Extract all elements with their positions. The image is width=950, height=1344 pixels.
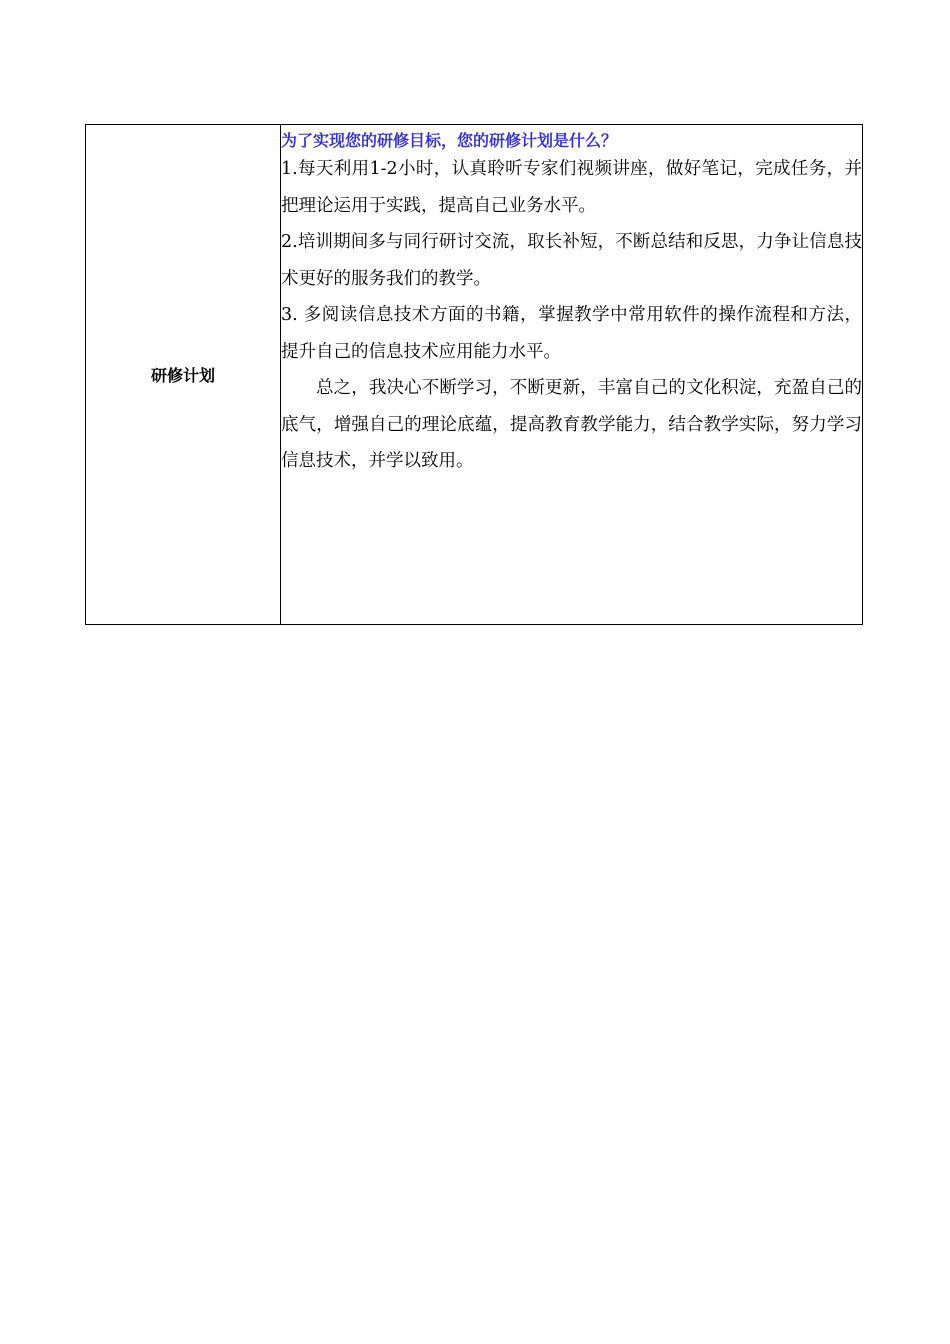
plan-table	[85, 124, 863, 625]
plan-item-3: 3. 多阅读信息技术方面的书籍，掌握教学中常用软件的操作流程和方法，提升自己的信息技术应用能力水平。	[281, 305, 862, 362]
plan-row	[86, 125, 863, 625]
plan-content	[281, 151, 862, 480]
plan-item-1: 1.每天利用1-2小时，认真聆听专家们视频讲座，做好笔记，完成任务，并把理论运用于实践，提高自己业务水平。	[281, 159, 862, 216]
plan-summary: 总之，我决心不断学习，不断更新，丰富自己的文化积淀，充盈自己的底气，增强自己的理论底蕴，提高教育教学能力，结合教学实际，努力学习信息技术，并学以致用。	[281, 378, 862, 471]
plan-question: 为了实现您的研修目标，您的研修计划是什么？	[281, 131, 618, 150]
plan-item-2: 2.培训期间多与同行研讨交流，取长补短，不断总结和反思，力争让信息技术更好的服务我们的教学。	[281, 232, 862, 289]
content-cell	[281, 125, 863, 625]
plan-label: 研修计划	[150, 366, 215, 385]
label-cell	[86, 125, 281, 625]
